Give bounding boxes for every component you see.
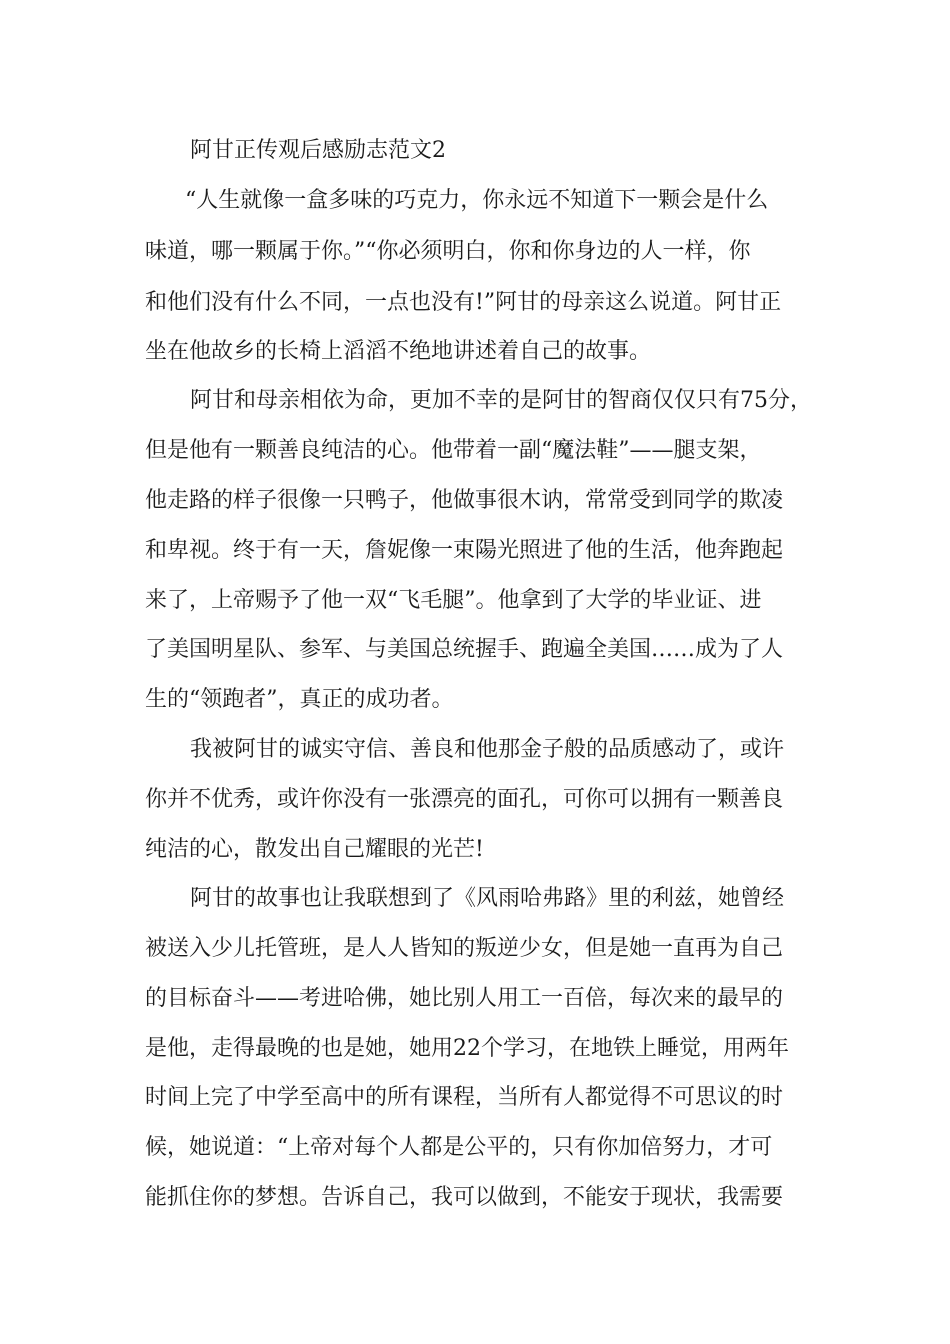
paragraph-line: 候，她说道：“上帝对每个人都是公平的，只有你加倍努力，才可: [145, 1135, 773, 1160]
paragraph-line: 味道，哪一颗属于你。”“你必须明白，你和你身边的人一样，你: [145, 239, 751, 264]
paragraph-line: 生的“领跑者”，真正的成功者。: [145, 687, 454, 712]
paragraph-line: “人生就像一盒多味的巧克力，你永远不知道下一颗会是什么: [185, 188, 769, 213]
paragraph-line: 是他，走得最晚的也是她，她用22个学习，在地铁上睡觉，用两年: [145, 1036, 789, 1061]
paragraph-line: 和卑视。终于有一天，詹妮像一束陽光照进了他的生活，他奔跑起: [145, 538, 784, 563]
paragraph-line: 阿甘的故事也让我联想到了《风雨哈弗路》里的利兹，她曾经: [190, 886, 785, 911]
paragraph-line: 时间上完了中学至高中的所有课程，当所有人都觉得不可思议的时: [145, 1085, 784, 1110]
paragraph-line: 来了，上帝赐予了他一双“飞毛腿”。他拿到了大学的毕业证、进: [145, 588, 762, 613]
paragraph-line: 你并不优秀，或许你没有一张漂亮的面孔，可你可以拥有一颗善良: [145, 787, 784, 812]
paragraph-line: 坐在他故乡的长椅上滔滔不绝地讲述着自己的故事。: [145, 339, 652, 364]
document-title: 阿甘正传观后感励志范文2: [190, 138, 446, 163]
paragraph-line: 纯洁的心，散发出自己耀眼的光芒!: [145, 837, 484, 862]
paragraph-line: 我被阿甘的诚实守信、善良和他那金子般的品质感动了，或许: [190, 737, 785, 762]
paragraph-line: 阿甘和母亲相依为命，更加不幸的是阿甘的智商仅仅只有75分，: [190, 388, 812, 413]
paragraph-line: 但是他有一颗善良纯洁的心。他带着一副“魔法鞋”——腿支架，: [145, 438, 762, 463]
paragraph-line: 能抓住你的梦想。告诉自己，我可以做到，不能安于现状，我需要: [145, 1185, 784, 1210]
paragraph-line: 他走路的样子很像一只鸭子，他做事很木讷，常常受到同学的欺凌: [145, 488, 784, 513]
paragraph-line: 的目标奋斗——考进哈佛，她比别人用工一百倍，每次来的最早的: [145, 986, 784, 1011]
paragraph-line: 和他们没有什么不同，一点也没有!”阿甘的母亲这么说道。阿甘正: [145, 290, 782, 315]
paragraph-line: 被送入少儿托管班，是人人皆知的叛逆少女，但是她一直再为自己: [145, 936, 784, 961]
paragraph-line: 了美国明星队、参军、与美国总统握手、跑遍全美国……成为了人: [145, 637, 784, 662]
